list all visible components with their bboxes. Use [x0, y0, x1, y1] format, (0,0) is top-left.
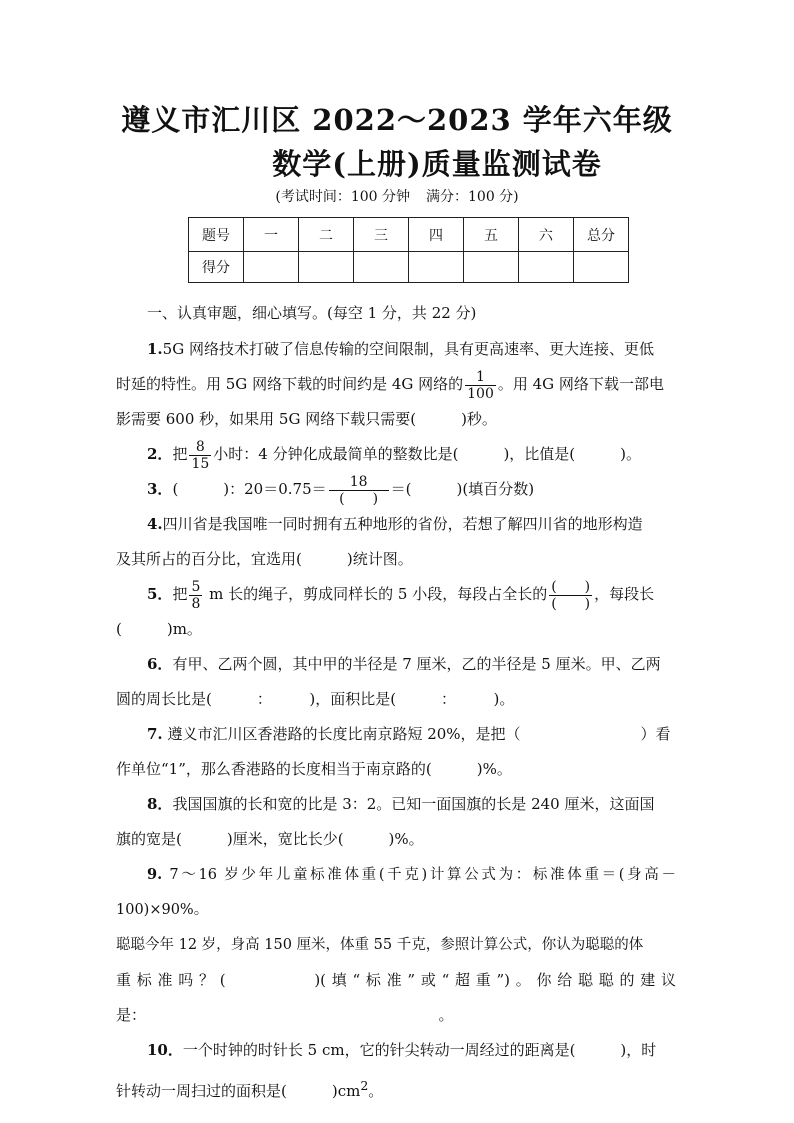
score-input-cell[interactable] [519, 252, 574, 283]
score-table-cell: 四 [409, 218, 464, 252]
question-7-line2: 作单位“1”，那么香港路的长度相当于南京路的( )%。 [116, 760, 512, 778]
question-8-line2: 旗的宽是( )厘米，宽比长少( )%。 [116, 830, 424, 848]
score-table-score-row [189, 252, 629, 283]
fraction [189, 439, 211, 472]
question-8 [116, 787, 676, 822]
question-6 [116, 647, 676, 682]
score-input-cell[interactable] [409, 252, 464, 283]
question-1-line2 [116, 367, 676, 402]
score-table-cell: 题号 [189, 218, 244, 252]
score-table-header-row [189, 218, 629, 252]
score-table [188, 217, 629, 283]
question-1 [116, 332, 676, 367]
exam-info [0, 186, 794, 206]
exam-time: (考试时间：100 分钟 [275, 189, 410, 205]
question-number: 4. [147, 515, 163, 533]
question-text: 针转动一周扫过的面积是( )cm [116, 1082, 361, 1100]
question-section [116, 296, 676, 1109]
question-text: 把 [172, 445, 188, 463]
question-text: 时延的特性。用 5G 网络下载的时间约是 4G 网络的 [116, 375, 464, 393]
score-table-cell: 一 [244, 218, 299, 252]
question-text: 。用 4G 网络下载一部电 [497, 375, 664, 393]
question-text: m 长的绳子，剪成同样长的 5 小段，每段占全长的 [204, 585, 548, 603]
question-text: 遵义市汇川区香港路的长度比南京路短 20%，是把（ ）看 [162, 725, 671, 743]
fraction-numerator: 5 [191, 578, 201, 595]
question-6-line2: 圆的周长比是( ： )，面积比是( ： )。 [116, 690, 515, 708]
question-text: 四川省是我国唯一同时拥有五种地形的省份，若想了解四川省的地形构造 [162, 515, 643, 533]
question-text: 我国国旗的长和宽的比是 3：2。已知一面国旗的长是 240 厘米，这面国 [172, 795, 655, 813]
question-5-line2: ( )m。 [116, 620, 202, 638]
score-input-cell[interactable] [299, 252, 354, 283]
question-text: 7～16 岁少年儿童标准体重(千克)计算公式为：标准体重＝(身高－100)×90%。 [116, 867, 676, 918]
superscript: 2 [360, 1078, 369, 1093]
score-input-cell[interactable] [464, 252, 519, 283]
question-3 [116, 472, 676, 507]
score-input-cell[interactable] [354, 252, 409, 283]
exam-title-line2: 数学(上册)质量监测试卷 [272, 147, 602, 181]
question-9-line4: 是： 。 [116, 1006, 454, 1024]
fraction-denominator: ( ) [339, 490, 379, 507]
score-table-cell: 三 [354, 218, 409, 252]
question-9 [116, 857, 676, 928]
question-text: ，每段长 [594, 585, 655, 603]
question-number: 5． [147, 585, 173, 603]
question-10 [116, 1033, 676, 1068]
fraction-numerator: 1 [465, 369, 496, 386]
question-text: 5G 网络技术打破了信息传输的空间限制，具有更高速率、更大连接、更低 [162, 340, 654, 358]
question-text: 有甲、乙两个圆，其中甲的半径是 7 厘米，乙的半径是 5 厘米。甲、乙两 [172, 655, 661, 673]
question-number: 3． [147, 480, 173, 498]
fraction-denominator: 8 [191, 595, 201, 612]
score-input-cell[interactable] [574, 252, 629, 283]
fraction [329, 474, 389, 507]
question-text: ＝( )(填百分数) [390, 480, 535, 498]
fraction [549, 579, 592, 612]
score-table-cell: 六 [519, 218, 574, 252]
fraction-numerator: ( ) [551, 578, 591, 595]
question-text: 小时：4 分钟化成最简单的整数比是( )，比值是( )。 [213, 445, 642, 463]
fraction [189, 579, 202, 612]
question-text: 。 [368, 1082, 384, 1100]
question-text: 一个时钟的时针长 5 cm，它的针尖转动一周经过的距离是( )，时 [182, 1041, 657, 1059]
score-input-cell[interactable] [244, 252, 299, 283]
question-2 [116, 437, 676, 472]
question-number: 10． [147, 1041, 183, 1059]
question-number: 2． [147, 445, 173, 463]
section-heading: 一、认真审题，细心填写。(每空 1 分，共 22 分) [147, 304, 477, 322]
score-table-cell: 得分 [189, 252, 244, 283]
question-number: 8． [147, 795, 173, 813]
question-number: 1. [147, 340, 163, 358]
question-1-line3: 影需要 600 秒，如果用 5G 网络下载只需要( )秒。 [116, 410, 497, 428]
fraction-numerator: 18 [329, 474, 389, 491]
question-9-line2: 聪聪今年 12 岁，身高 150 厘米，体重 55 千克，参照计算公式，你认为聪聪的体 [116, 937, 644, 953]
question-9-line3: 重标准吗？( )(填“标准”或“超重”)。你给聪聪的建议 [116, 971, 676, 989]
exam-title-line1: 遵义市汇川区 2022～2023 学年六年级 [121, 103, 673, 137]
question-4 [116, 507, 676, 542]
question-text: 把 [172, 585, 188, 603]
question-10-line2 [116, 1068, 676, 1109]
question-number: 9. [147, 866, 163, 883]
fraction-numerator: 8 [189, 439, 211, 456]
question-number: 7. [147, 725, 163, 743]
score-table-cell: 二 [299, 218, 354, 252]
question-5 [116, 577, 676, 612]
fraction-denominator: ( ) [551, 595, 591, 612]
fraction-denominator: 100 [467, 385, 494, 402]
score-table-cell: 五 [464, 218, 519, 252]
question-7 [116, 717, 676, 752]
fraction [465, 369, 496, 402]
question-text: ( )：20＝0.75＝ [172, 480, 327, 498]
question-number: 6． [147, 655, 173, 673]
exam-full-score: 满分：100 分) [426, 189, 519, 205]
fraction-denominator: 15 [191, 455, 210, 472]
question-4-line2: 及其所占的百分比，宜选用( )统计图。 [116, 550, 413, 568]
score-table-cell: 总分 [574, 218, 629, 252]
